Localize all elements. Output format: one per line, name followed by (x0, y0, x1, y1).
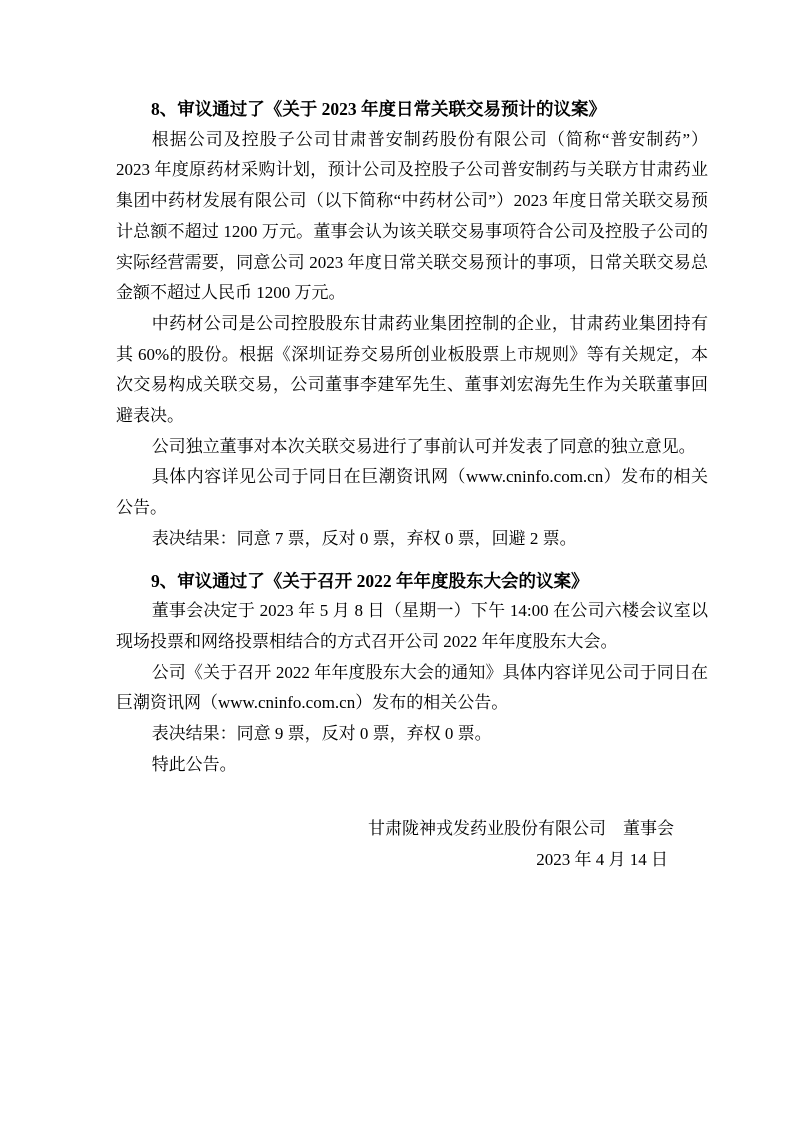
signature-block (116, 814, 708, 875)
resolution-9-vote-result: 表决结果：同意 9 票，反对 0 票，弃权 0 票。 (151, 724, 492, 744)
resolution-8-paragraph-independent-directors: 公司独立董事对本次关联交易进行了事前认可并发表了同意的独立意见。 (151, 436, 696, 456)
resolution-9-paragraph-meeting-arrangement: 董事会决定于 2023 年 5 月 8 日（星期一）下午 14:00 在公司六楼会议室以现场投票和网络投票相结合的方式召开公司 2022 年年度股东大会。 (116, 601, 708, 651)
closing-statement: 特此公告。 (151, 754, 237, 774)
signature-company-line: 甘肃陇神戎发药业股份有限公司 董事会 (368, 819, 674, 839)
resolution-8-paragraph-disclosure: 具体内容详见公司于同日在巨潮资讯网（www.cninfo.com.cn）发布的相关公告。 (116, 467, 708, 518)
resolution-9-paragraph-disclosure: 公司《关于召开 2022 年年度股东大会的通知》具体内容详见公司于同日在巨潮资讯网（www.cninfo.com.cn）发布的相关公告。 (116, 662, 708, 713)
resolution-8-vote-result: 表决结果：同意 7 票，反对 0 票，弃权 0 票，回避 2 票。 (151, 528, 577, 548)
resolution-8-paragraph-related-party: 中药材公司是公司控股股东甘肃药业集团控制的企业，甘肃药业集团持有其 60%的股份。根据《深圳证券交易所创业板股票上市规则》等有关规定，本次交易构成关联交易，公司董事李建军先生、董事刘宏海先生作为关联董事回避表决。 (116, 313, 708, 426)
resolution-8-heading: 8、审议通过了《关于 2023 年度日常关联交易预计的议案》 (151, 99, 606, 119)
signature-date-line: 2023 年 4 月 14 日 (536, 850, 668, 870)
resolution-9-heading: 9、审议通过了《关于召开 2022 年年度股东大会的议案》 (151, 570, 589, 591)
resolution-8-paragraph-transaction-estimate: 根据公司及控股子公司甘肃普安制药股份有限公司（简称“普安制药”）2023 年度原药材采购计划，预计公司及控股子公司普安制药与关联方甘肃药业集团中药材发展有限公司（以下简称“中药材公司”）2023 年度日常关联交易预计总额不超过 1200 万元。董事会认为该关联交易事项符合公司及控股子公司的实际经营需要，同意公司 2023 年度日常关联交易预计的事项，日常关联交易总金额不超过人民币 1200 万元。 (116, 129, 708, 303)
